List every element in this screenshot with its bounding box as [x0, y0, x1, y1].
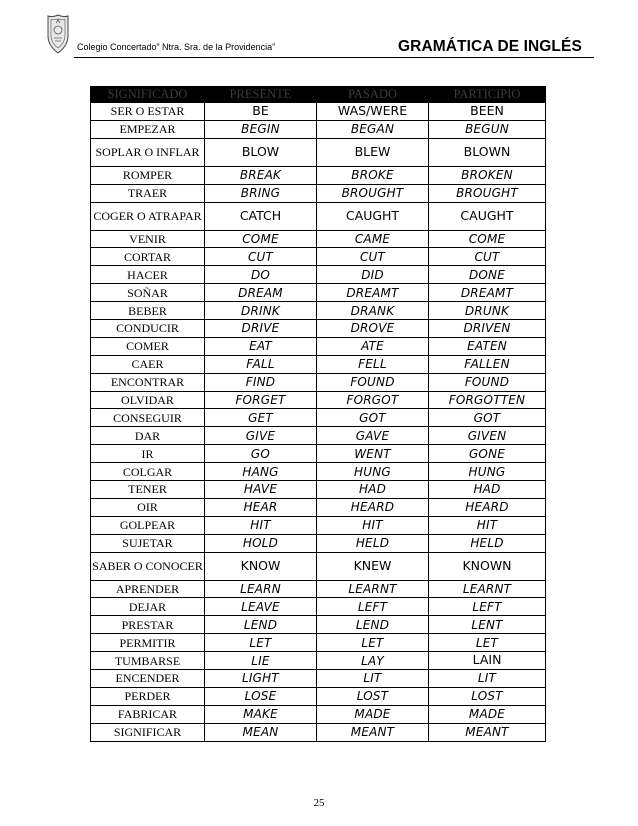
cell-pasado: HELD	[317, 534, 429, 552]
table-header-row	[91, 87, 546, 103]
table-row	[91, 687, 546, 705]
cell-pasado: DRANK	[317, 302, 429, 320]
cell-significado: ENCENDER	[91, 670, 205, 688]
cell-significado: CONDUCIR	[91, 320, 205, 338]
cell-presente: HOLD	[205, 534, 317, 552]
school-seal-icon	[44, 14, 72, 54]
cell-significado: COMER	[91, 337, 205, 355]
document-title: GRAMÁTICA DE INGLÉS	[398, 38, 582, 55]
cell-participio: GIVEN	[429, 427, 546, 445]
cell-participio: LIT	[429, 670, 546, 688]
cell-participio: HEARD	[429, 498, 546, 516]
column-header-significado: SIGNIFICADO	[91, 87, 205, 103]
table-row	[91, 598, 546, 616]
cell-presente: LIE	[205, 652, 317, 670]
table-row	[91, 230, 546, 248]
table-row	[91, 103, 546, 121]
cell-participio: FALLEN	[429, 355, 546, 373]
cell-presente: HANG	[205, 463, 317, 481]
cell-presente: MAKE	[205, 705, 317, 723]
cell-presente: COME	[205, 230, 317, 248]
cell-presente: LEAVE	[205, 598, 317, 616]
cell-presente: FALL	[205, 355, 317, 373]
cell-presente: DRIVE	[205, 320, 317, 338]
table-row	[91, 652, 546, 670]
cell-presente: DO	[205, 266, 317, 284]
cell-presente: GIVE	[205, 427, 317, 445]
cell-participio: LEARNT	[429, 580, 546, 598]
table-row	[91, 391, 546, 409]
cell-pasado: DREAMT	[317, 284, 429, 302]
cell-participio: DONE	[429, 266, 546, 284]
cell-significado: SABER O CONOCER	[91, 552, 205, 580]
table-row	[91, 723, 546, 741]
cell-significado: BEBER	[91, 302, 205, 320]
cell-presente: DRINK	[205, 302, 317, 320]
table-row	[91, 337, 546, 355]
cell-participio: COME	[429, 230, 546, 248]
cell-significado: PRESTAR	[91, 616, 205, 634]
header-rule	[74, 57, 594, 58]
cell-pasado: BLEW	[317, 138, 429, 166]
cell-participio: GONE	[429, 445, 546, 463]
cell-participio: CUT	[429, 248, 546, 266]
cell-significado: TENER	[91, 481, 205, 499]
cell-pasado: LIT	[317, 670, 429, 688]
cell-significado: HACER	[91, 266, 205, 284]
cell-participio: HIT	[429, 516, 546, 534]
cell-presente: BLOW	[205, 138, 317, 166]
cell-participio: LAIN	[429, 652, 546, 670]
cell-participio: EATEN	[429, 337, 546, 355]
cell-pasado: LEARNT	[317, 580, 429, 598]
table-row	[91, 409, 546, 427]
cell-participio: FORGOTTEN	[429, 391, 546, 409]
cell-significado: OLVIDAR	[91, 391, 205, 409]
cell-presente: FIND	[205, 373, 317, 391]
cell-presente: CATCH	[205, 202, 317, 230]
cell-presente: MEAN	[205, 723, 317, 741]
cell-participio: GOT	[429, 409, 546, 427]
cell-pasado: WAS/WERE	[317, 103, 429, 121]
cell-participio: BEGUN	[429, 120, 546, 138]
column-header-pasado: PASADO	[317, 87, 429, 103]
cell-significado: PERMITIR	[91, 634, 205, 652]
cell-participio: FOUND	[429, 373, 546, 391]
column-header-participio: PARTICIPIO	[429, 87, 546, 103]
cell-pasado: CAME	[317, 230, 429, 248]
cell-significado: EMPEZAR	[91, 120, 205, 138]
cell-significado: ROMPER	[91, 166, 205, 184]
cell-presente: CUT	[205, 248, 317, 266]
table-row	[91, 320, 546, 338]
page-number: 25	[313, 797, 325, 809]
cell-presente: HAVE	[205, 481, 317, 499]
cell-presente: EAT	[205, 337, 317, 355]
cell-significado: CAER	[91, 355, 205, 373]
cell-significado: COLGAR	[91, 463, 205, 481]
cell-presente: LIGHT	[205, 670, 317, 688]
cell-pasado: BEGAN	[317, 120, 429, 138]
cell-pasado: CUT	[317, 248, 429, 266]
cell-pasado: BROKE	[317, 166, 429, 184]
cell-participio: BROUGHT	[429, 184, 546, 202]
cell-significado: TRAER	[91, 184, 205, 202]
cell-pasado: HIT	[317, 516, 429, 534]
table-row	[91, 481, 546, 499]
cell-pasado: MADE	[317, 705, 429, 723]
column-header-presente: PRESENTE	[205, 87, 317, 103]
table-row	[91, 284, 546, 302]
cell-pasado: LAY	[317, 652, 429, 670]
cell-presente: DREAM	[205, 284, 317, 302]
table-row	[91, 534, 546, 552]
table-row	[91, 463, 546, 481]
table-row	[91, 516, 546, 534]
cell-pasado: FORGOT	[317, 391, 429, 409]
table-row	[91, 616, 546, 634]
cell-pasado: KNEW	[317, 552, 429, 580]
cell-significado: OIR	[91, 498, 205, 516]
table-row	[91, 552, 546, 580]
table-row	[91, 634, 546, 652]
cell-participio: BROKEN	[429, 166, 546, 184]
cell-significado: COGER O ATRAPAR	[91, 202, 205, 230]
cell-presente: BEGIN	[205, 120, 317, 138]
cell-presente: LET	[205, 634, 317, 652]
cell-participio: DREAMT	[429, 284, 546, 302]
cell-presente: BREAK	[205, 166, 317, 184]
cell-participio: MEANT	[429, 723, 546, 741]
table-row	[91, 120, 546, 138]
table-row	[91, 355, 546, 373]
cell-presente: HEAR	[205, 498, 317, 516]
cell-pasado: GAVE	[317, 427, 429, 445]
cell-significado: VENIR	[91, 230, 205, 248]
cell-pasado: GOT	[317, 409, 429, 427]
cell-participio: HUNG	[429, 463, 546, 481]
cell-pasado: FOUND	[317, 373, 429, 391]
irregular-verbs-table	[90, 86, 546, 742]
cell-pasado: DID	[317, 266, 429, 284]
cell-pasado: ATE	[317, 337, 429, 355]
cell-pasado: DROVE	[317, 320, 429, 338]
cell-presente: BE	[205, 103, 317, 121]
cell-significado: ENCONTRAR	[91, 373, 205, 391]
cell-presente: GO	[205, 445, 317, 463]
cell-significado: DEJAR	[91, 598, 205, 616]
table-row	[91, 580, 546, 598]
cell-pasado: HAD	[317, 481, 429, 499]
table-row	[91, 184, 546, 202]
cell-pasado: WENT	[317, 445, 429, 463]
cell-presente: LOSE	[205, 687, 317, 705]
cell-presente: GET	[205, 409, 317, 427]
cell-significado: CORTAR	[91, 248, 205, 266]
cell-participio: MADE	[429, 705, 546, 723]
cell-participio: DRUNK	[429, 302, 546, 320]
cell-significado: FABRICAR	[91, 705, 205, 723]
cell-pasado: HEARD	[317, 498, 429, 516]
cell-participio: KNOWN	[429, 552, 546, 580]
cell-participio: BLOWN	[429, 138, 546, 166]
table-row	[91, 202, 546, 230]
cell-presente: FORGET	[205, 391, 317, 409]
cell-presente: HIT	[205, 516, 317, 534]
cell-pasado: HUNG	[317, 463, 429, 481]
cell-pasado: LEND	[317, 616, 429, 634]
table-row	[91, 138, 546, 166]
cell-pasado: LET	[317, 634, 429, 652]
cell-significado: PERDER	[91, 687, 205, 705]
cell-pasado: FELL	[317, 355, 429, 373]
table-row	[91, 266, 546, 284]
school-name: Colegio Concertado” Ntra. Sra. de la Providencia”	[77, 42, 276, 52]
cell-significado: APRENDER	[91, 580, 205, 598]
cell-significado: DAR	[91, 427, 205, 445]
table-row	[91, 302, 546, 320]
table-row	[91, 166, 546, 184]
cell-significado: GOLPEAR	[91, 516, 205, 534]
cell-significado: IR	[91, 445, 205, 463]
cell-presente: KNOW	[205, 552, 317, 580]
table-row	[91, 670, 546, 688]
cell-participio: LENT	[429, 616, 546, 634]
cell-participio: DRIVEN	[429, 320, 546, 338]
cell-significado: SOPLAR O INFLAR	[91, 138, 205, 166]
cell-participio: LET	[429, 634, 546, 652]
table-row	[91, 705, 546, 723]
cell-pasado: BROUGHT	[317, 184, 429, 202]
cell-pasado: CAUGHT	[317, 202, 429, 230]
table-row	[91, 373, 546, 391]
table-row	[91, 427, 546, 445]
table-row	[91, 248, 546, 266]
cell-participio: HAD	[429, 481, 546, 499]
cell-participio: CAUGHT	[429, 202, 546, 230]
cell-pasado: LEFT	[317, 598, 429, 616]
cell-significado: CONSEGUIR	[91, 409, 205, 427]
table-row	[91, 445, 546, 463]
table-row	[91, 498, 546, 516]
cell-significado: SER O ESTAR	[91, 103, 205, 121]
cell-participio: LEFT	[429, 598, 546, 616]
cell-participio: BEEN	[429, 103, 546, 121]
cell-presente: LEARN	[205, 580, 317, 598]
cell-pasado: LOST	[317, 687, 429, 705]
cell-pasado: MEANT	[317, 723, 429, 741]
cell-presente: LEND	[205, 616, 317, 634]
cell-significado: TUMBARSE	[91, 652, 205, 670]
cell-participio: LOST	[429, 687, 546, 705]
cell-significado: SUJETAR	[91, 534, 205, 552]
cell-significado: SOÑAR	[91, 284, 205, 302]
cell-participio: HELD	[429, 534, 546, 552]
cell-presente: BRING	[205, 184, 317, 202]
cell-significado: SIGNIFICAR	[91, 723, 205, 741]
